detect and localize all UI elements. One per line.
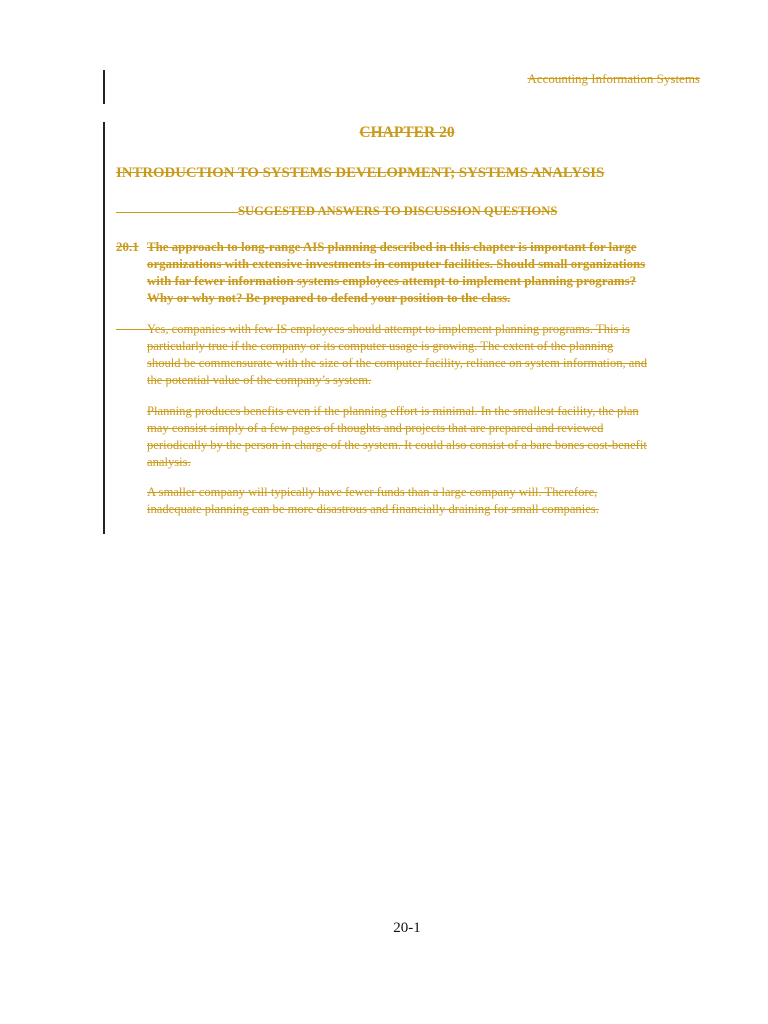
answer-line: may consist simply of a few pages of thoughts and projects that are prepared and reviewed [147, 421, 604, 435]
paragraph-indent-rule [116, 329, 147, 330]
page-number: 20-1 [393, 920, 421, 936]
section-leader-rule [116, 212, 238, 213]
answer-line: Planning produces benefits even if the planning effort is minimal. In the smallest facility, the plan [147, 404, 639, 418]
question-line: with far fewer information systems employees attempt to implement planning programs? [147, 274, 637, 288]
answer-line: analysis. [147, 455, 191, 469]
answer-line: particularly true if the company or its computer usage is growing. The extent of the planning [147, 339, 614, 353]
answer-line: the potential value of the company’s system. [147, 373, 372, 387]
change-bar [103, 122, 105, 534]
change-bar [103, 70, 105, 104]
answer-line: should be commensurate with the size of the computer facility, reliance on system information, and [147, 356, 647, 370]
question-text [147, 239, 707, 307]
answer-line: Yes, companies with few IS employees should attempt to implement planning programs. This is [147, 322, 630, 336]
answer-paragraph-1 [147, 321, 707, 389]
question-number: 20.1 [116, 239, 139, 254]
answer-line: periodically by the person in charge of the system. It could also consist of a bare bones cost-benefit [147, 438, 647, 452]
answer-line: inadequate planning can be more disastrous and financially draining for small companies. [147, 502, 599, 516]
chapter-title: CHAPTER 20 [359, 124, 455, 141]
answer-line: A smaller company will typically have fewer funds than a large company will. Therefore, [147, 485, 598, 499]
question-line: Why or why not? Be prepared to defend your position to the class. [147, 291, 511, 305]
question-line: organizations with extensive investments in computer facilities. Should small organizations [147, 257, 646, 271]
answer-paragraph-2 [147, 403, 707, 471]
running-header: Accounting Information Systems [527, 71, 700, 86]
section-heading: SUGGESTED ANSWERS TO DISCUSSION QUESTIONS [238, 204, 558, 218]
question-line: The approach to long-range AIS planning described in this chapter is important for large [147, 240, 637, 254]
answer-paragraph-3 [147, 484, 707, 518]
chapter-subtitle: INTRODUCTION TO SYSTEMS DEVELOPMENT; SYSTEMS ANALYSIS [116, 165, 605, 181]
